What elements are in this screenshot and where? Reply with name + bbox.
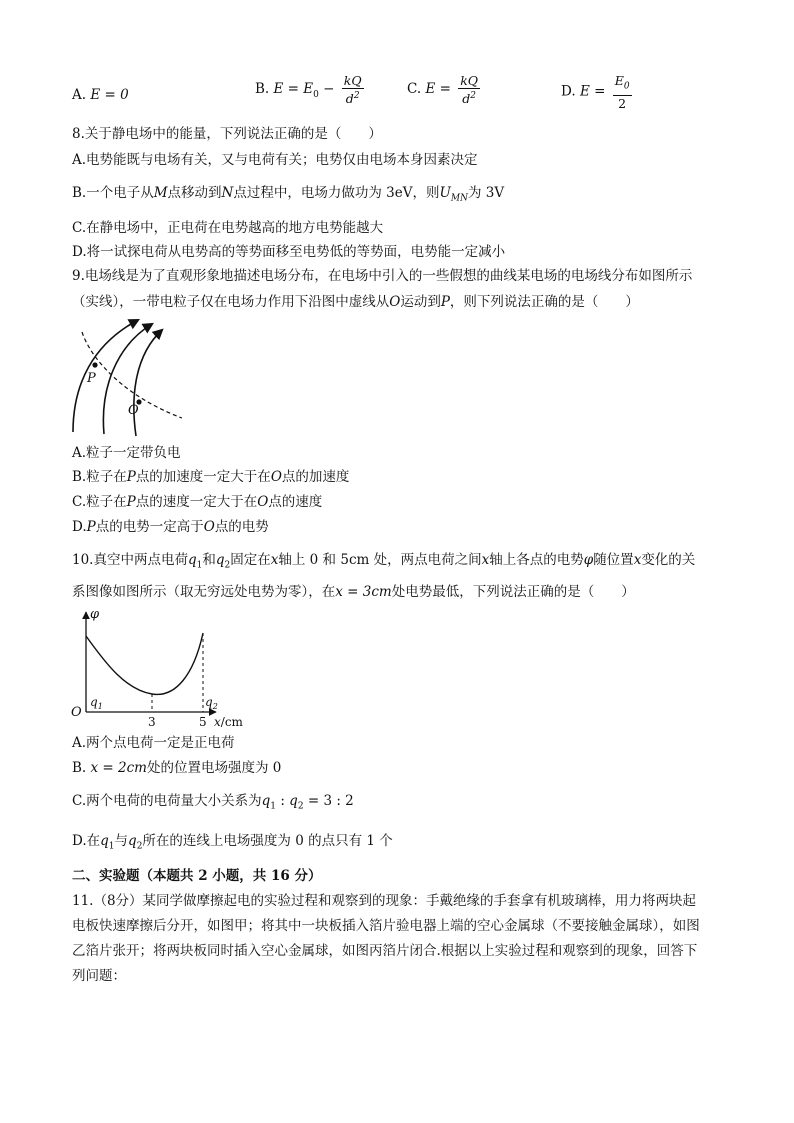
var-m: M <box>153 185 168 201</box>
option-expr: E = 0 <box>90 87 129 103</box>
text: 点的加速度一定大于在 <box>135 469 271 485</box>
text: 轴上各点的电势 <box>489 552 584 568</box>
text: 处的位置电场强度为 0 <box>146 760 282 776</box>
q11-line3: 乙箔片张开；将两块板同时插入空心金属球，如图丙箔片闭合.根据以上实验过程和观察到的现象，回答下 <box>72 943 698 959</box>
label-o: O <box>128 403 139 418</box>
var-q: q <box>128 833 137 849</box>
text: 点过程中，电场力做功为 3eV，则 <box>233 185 440 201</box>
text: C.两个电荷的电荷量大小关系为 <box>72 793 262 809</box>
text: 系图像如图所示（取无穷远处电势为零），在 <box>72 584 336 600</box>
denominator <box>458 89 480 106</box>
var-o: O <box>203 519 215 535</box>
q9-option-d <box>72 517 269 537</box>
var-o: O <box>270 469 282 485</box>
q11-line4: 列问题： <box>72 968 126 984</box>
q8-option-b <box>72 183 504 209</box>
subscript: 2 <box>224 560 231 571</box>
var-q: q <box>187 552 197 568</box>
q8-stem: 8.关于静电场中的能量，下列说法正确的是（ ） <box>72 126 382 142</box>
q9-option-a: A.粒子一定带负电 <box>72 445 181 461</box>
var-o: O <box>389 294 401 310</box>
q10-stem-line2 <box>72 582 635 602</box>
text: B.一个电子从 <box>72 185 154 201</box>
q10-stem-line1 <box>72 550 695 576</box>
q9-option-b <box>72 467 349 487</box>
q9-option-c <box>72 492 322 512</box>
text: 轴上 0 和 5cm 处，两点电荷之间 <box>278 552 482 568</box>
text: ，则下列说法正确的是（ ） <box>449 294 639 310</box>
fraction <box>342 73 364 106</box>
var-phi: φ <box>583 552 594 568</box>
fraction <box>458 73 480 106</box>
text: 点的加速度 <box>281 469 350 485</box>
tick-5: 5 <box>199 715 207 728</box>
text: C.粒子在 <box>72 494 127 510</box>
option-label: D. <box>561 83 576 100</box>
potential-graph <box>66 606 256 728</box>
option-label: A. <box>72 87 87 103</box>
denominator <box>342 89 364 106</box>
var-o: O <box>257 494 269 510</box>
text: 与 <box>114 833 129 849</box>
text: 处电势最低，下列说法正确的是（ ） <box>391 584 635 600</box>
text: 为 3V <box>467 185 505 201</box>
subscript: 0 <box>623 81 630 92</box>
text: D.在 <box>72 833 101 849</box>
var-q: q <box>100 833 109 849</box>
var-x: x <box>633 552 642 568</box>
option-expr: E = E <box>273 81 314 98</box>
var-q: q <box>289 793 298 809</box>
text: 固定在 <box>230 552 271 568</box>
var-p: P <box>440 294 450 310</box>
denominator-base: d <box>345 91 354 107</box>
option-label: C. <box>407 81 422 98</box>
q8-option-c: C.在静电场中，正电荷在电势越高的地方电势能越大 <box>72 220 384 236</box>
subscript: 0 <box>313 89 319 100</box>
text: = 3 : 2 <box>303 793 354 809</box>
potential-curve <box>86 633 203 694</box>
text: 和 <box>202 552 216 568</box>
subscript: 1 <box>270 801 277 812</box>
text: （实线），一带电粒子仅在电场力作用下沿图中虚线从 <box>72 294 390 310</box>
tick-3: 3 <box>148 715 156 728</box>
var-u: U <box>439 185 451 201</box>
subscript: 2 <box>297 801 304 812</box>
minus-sign: − <box>318 81 335 98</box>
numerator: kQ <box>343 73 362 88</box>
text: : <box>276 793 290 809</box>
q10-option-c <box>72 791 354 817</box>
q9-stem-line1: 9.电场线是为了直观形象地描述电场分布，在电场中引入的一些假想的曲线某电场的电场线分布如图所示 <box>72 268 693 284</box>
point-p <box>92 362 97 367</box>
label-p: P <box>87 371 96 386</box>
var-q: q <box>261 793 271 809</box>
text: 变化的关 <box>641 552 696 568</box>
subscript: MN <box>450 193 468 204</box>
phi-axis-label: φ <box>90 607 100 622</box>
q1-label: $q_1$ <box>90 695 103 711</box>
q7-option-d <box>561 73 632 111</box>
text: 点的电势一定高于 <box>95 519 204 535</box>
equation: x = 2cm <box>90 760 147 776</box>
numerator: kQ <box>460 73 479 88</box>
q9-stem-line2 <box>72 292 639 312</box>
q7-option-b <box>255 73 364 106</box>
q10-option-d <box>72 831 393 857</box>
numerator <box>613 73 632 96</box>
subscript: 1 <box>196 560 203 571</box>
text: 10.真空中两点电荷 <box>72 552 188 568</box>
text: 运动到 <box>400 294 441 310</box>
text: B.粒子在 <box>72 469 127 485</box>
section-title: 二、实验题（本题共 2 小题，共 16 分） <box>72 868 322 884</box>
text: 所在的连线上电场强度为 0 的点只有 1 个 <box>142 833 393 849</box>
text: 点移动到 <box>167 185 222 201</box>
q2-label: $q_2$ <box>205 695 218 711</box>
var-p: P <box>126 469 136 485</box>
fraction <box>613 73 632 111</box>
var-n: N <box>221 185 234 201</box>
text: 点的速度一定大于在 <box>135 494 258 510</box>
electric-field-lines-figure <box>68 314 198 439</box>
q7-option-c <box>407 73 480 106</box>
option-expr: E = <box>425 81 451 98</box>
text: 随位置 <box>593 552 634 568</box>
text: D. <box>72 519 87 535</box>
var-x: x <box>481 552 490 568</box>
q8-option-a: A.电势能既与电场有关，又与电荷有关；电势仅由电场本身因素决定 <box>72 152 478 168</box>
subscript: 1 <box>108 841 115 852</box>
q7-option-a <box>72 85 129 105</box>
denominator-base: d <box>462 91 471 107</box>
exponent: 2 <box>353 91 360 101</box>
q11-line2: 电板快速摩擦后分开，如图甲；将其中一块板插入箔片验电器上端的空心金属球（不要接触金属球），如图 <box>72 918 700 934</box>
numerator-base: E <box>614 73 624 88</box>
text: 点的电势 <box>214 519 269 535</box>
var-p: P <box>126 494 136 510</box>
subscript: 2 <box>136 841 143 852</box>
exponent: 2 <box>470 91 476 101</box>
field-line-3 <box>134 330 162 436</box>
option-label: B. <box>255 81 270 98</box>
text: B. <box>72 760 91 776</box>
option-expr: E = <box>579 83 606 100</box>
q8-option-d: D.将一试探电荷从电势高的等势面移至电势低的等势面，电势能一定减小 <box>72 244 506 260</box>
x-axis-label: x/cm <box>214 715 243 728</box>
q10-option-b <box>72 758 281 778</box>
q11-line1: 11.（8分）某同学做摩擦起电的实验过程和观察到的现象：手戴绝缘的手套拿有机玻璃棒，用力将两块起 <box>72 893 697 909</box>
denominator: 2 <box>618 95 627 111</box>
q10-option-a: A.两个点电荷一定是正电荷 <box>72 735 235 751</box>
origin-label: O <box>71 705 82 720</box>
equation: x = 3cm <box>335 584 392 600</box>
var-p: P <box>86 519 96 535</box>
var-q: q <box>215 552 225 568</box>
text: 点的速度 <box>268 494 323 510</box>
var-x: x <box>270 552 279 568</box>
